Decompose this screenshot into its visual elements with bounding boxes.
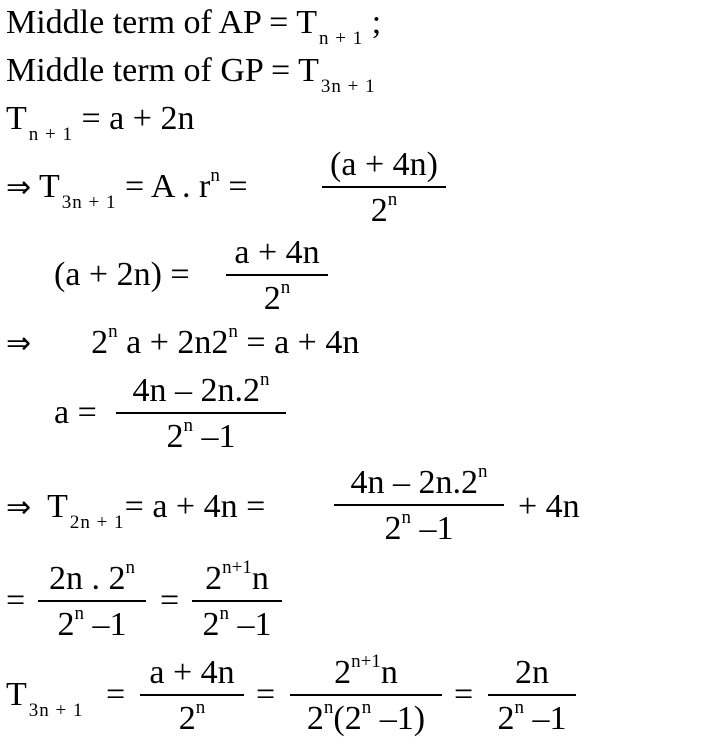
text: 2: [91, 324, 109, 361]
text: a + 2n2: [117, 324, 229, 361]
fraction: [290, 651, 442, 737]
line-ap-middle-term: [6, 4, 382, 49]
denominator: 2$^n$: [178, 697, 206, 737]
text: a =: [54, 394, 97, 431]
subscript: n + 1: [319, 28, 364, 49]
denominator: 2$^n$ –1: [202, 603, 272, 643]
text: T: [6, 100, 27, 137]
text: Middle term of GP = T: [6, 52, 319, 89]
fraction: [322, 148, 446, 228]
denominator: 2$^n$ –1: [166, 415, 236, 455]
text: T: [6, 676, 27, 713]
numerator: 4n – 2n.2$^n$: [334, 466, 504, 506]
text: = a + 4n: [237, 324, 360, 361]
fraction: [488, 656, 576, 736]
numerator: $2^{n+1}n$: [290, 656, 442, 696]
denominator: 2$^n$ –1: [57, 603, 127, 643]
subscript: 3n + 1: [61, 192, 117, 213]
implies-symbol: ⇒: [6, 326, 32, 361]
numerator: $2^{n+1}n$: [192, 562, 282, 602]
denominator: 2$^n$ –1: [384, 507, 454, 547]
line-t3n1-result: [6, 676, 84, 721]
numerator: (a + 4n): [322, 148, 446, 188]
text: Middle term of AP = T: [6, 4, 317, 41]
line-expansion: [6, 321, 360, 361]
subscript: n + 1: [28, 124, 73, 145]
text: =: [219, 168, 248, 205]
denominator: 2$^n$(2$^n$ –1): [306, 697, 426, 737]
fraction: [334, 461, 504, 547]
equals: =: [454, 676, 474, 713]
equals: =: [6, 582, 26, 619]
numerator: 2n . 2$^n$: [38, 562, 146, 602]
superscript: n: [228, 321, 238, 342]
subscript: 2n + 1: [69, 512, 125, 533]
text: ;: [363, 4, 382, 41]
line-tn1: [6, 100, 195, 145]
denominator: 2$^n$: [263, 277, 291, 317]
numerator: 4n – 2n.2$^n$: [116, 374, 286, 414]
line-a-value: [54, 396, 97, 430]
text: = a + 2n: [73, 100, 195, 137]
text: = A . r: [116, 168, 211, 205]
line-gp-middle-term: [6, 52, 376, 97]
implies-symbol: ⇒: [6, 170, 32, 205]
numerator: 2n: [488, 656, 576, 696]
fraction: [116, 369, 286, 455]
numerator: a + 4n: [140, 656, 244, 696]
equals: =: [256, 676, 276, 713]
fraction: [38, 557, 146, 643]
fraction: [226, 236, 328, 316]
superscript: n: [210, 165, 220, 186]
subscript: 3n + 1: [320, 76, 376, 97]
line-t3n1: [6, 165, 248, 213]
text: (a + 2n) =: [54, 256, 190, 293]
line-equation: [54, 258, 190, 292]
text: + 4n: [518, 488, 580, 525]
text: T: [47, 488, 68, 525]
subscript: 3n + 1: [28, 700, 84, 721]
text: T: [31, 168, 60, 205]
fraction: [140, 656, 244, 736]
superscript: n: [108, 321, 118, 342]
numerator: a + 4n: [226, 236, 328, 276]
equals: =: [106, 676, 126, 713]
line-t2n1: [6, 488, 266, 533]
fraction: [192, 557, 282, 643]
text: = a + 4n =: [124, 488, 266, 525]
denominator: 2$^n$ –1: [497, 697, 567, 737]
implies-symbol: ⇒: [6, 490, 32, 525]
denominator: 2$^n$: [370, 189, 398, 229]
equals: =: [160, 582, 180, 619]
